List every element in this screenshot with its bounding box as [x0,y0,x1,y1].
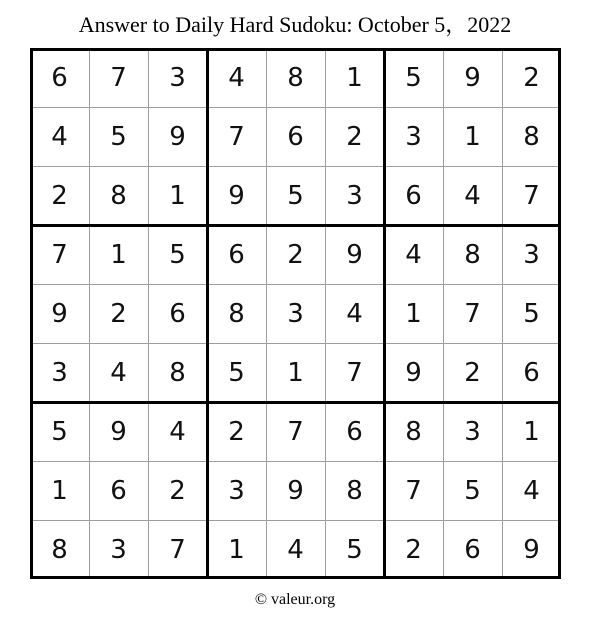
sudoku-cell: 9 [523,534,540,565]
sudoku-cell: 7 [523,180,540,211]
sudoku-cell: 3 [464,416,481,447]
sudoku-cell: 7 [169,534,186,565]
sudoku-cell: 1 [110,239,127,270]
sudoku-cell: 2 [169,475,186,506]
grid-line-vertical [443,48,444,579]
grid-line-horizontal [30,520,561,521]
sudoku-cell: 1 [169,180,186,211]
sudoku-cell: 3 [405,121,422,152]
grid-line-horizontal [30,461,561,462]
box-border-vertical [383,48,386,579]
sudoku-cell: 6 [405,180,422,211]
sudoku-cell: 7 [464,298,481,329]
grid-line-horizontal [30,284,561,285]
copyright-footer: © valeur.org [254,591,336,608]
sudoku-cell: 6 [523,357,540,388]
sudoku-cell: 6 [346,416,363,447]
sudoku-board [30,48,561,579]
sudoku-cell: 7 [51,239,68,270]
page-title: Answer to Daily Hard Sudoku: October 5，2022 [78,12,512,37]
grid-line-vertical [89,48,90,579]
sudoku-cell: 2 [405,534,422,565]
sudoku-cell: 7 [346,357,363,388]
sudoku-cell: 1 [346,62,363,93]
sudoku-cell: 1 [51,475,68,506]
sudoku-cell: 6 [169,298,186,329]
sudoku-cell: 2 [346,121,363,152]
sudoku-cell: 8 [405,416,422,447]
box-border-horizontal [30,48,561,51]
grid-line-vertical [325,48,326,579]
sudoku-cell: 7 [110,62,127,93]
sudoku-cell: 2 [464,357,481,388]
sudoku-cell: 9 [169,121,186,152]
sudoku-cell: 8 [523,121,540,152]
sudoku-cell: 2 [228,416,245,447]
sudoku-cell: 3 [51,357,68,388]
sudoku-cell: 8 [228,298,245,329]
sudoku-cell: 5 [405,62,422,93]
sudoku-cell: 4 [464,180,481,211]
sudoku-cell: 3 [287,298,304,329]
sudoku-cell: 3 [110,534,127,565]
sudoku-cell: 7 [405,475,422,506]
sudoku-cell: 3 [523,239,540,270]
sudoku-cell: 3 [346,180,363,211]
sudoku-cell: 1 [287,357,304,388]
sudoku-cell: 9 [405,357,422,388]
sudoku-cell: 8 [51,534,68,565]
grid-line-horizontal [30,107,561,108]
sudoku-cell: 5 [523,298,540,329]
sudoku-cell: 5 [287,180,304,211]
box-border-horizontal [30,224,561,227]
sudoku-cell: 2 [523,62,540,93]
sudoku-cell: 3 [228,475,245,506]
grid-line-vertical [266,48,267,579]
sudoku-cell: 7 [287,416,304,447]
sudoku-cell: 6 [287,121,304,152]
sudoku-cell: 9 [287,475,304,506]
sudoku-cell: 1 [464,121,481,152]
sudoku-cell: 1 [523,416,540,447]
box-border-horizontal [30,401,561,404]
box-border-horizontal [30,576,561,579]
box-border-vertical [30,48,33,579]
sudoku-cell: 5 [169,239,186,270]
box-border-vertical [206,48,209,579]
sudoku-cell: 5 [346,534,363,565]
sudoku-cell: 5 [51,416,68,447]
sudoku-cell: 8 [110,180,127,211]
sudoku-cell: 2 [287,239,304,270]
sudoku-cell: 4 [405,239,422,270]
sudoku-cell: 9 [51,298,68,329]
grid-line-vertical [502,48,503,579]
sudoku-cell: 3 [169,62,186,93]
sudoku-cell: 9 [228,180,245,211]
sudoku-cell: 1 [228,534,245,565]
sudoku-cell: 8 [169,357,186,388]
sudoku-cell: 8 [287,62,304,93]
grid-line-horizontal [30,166,561,167]
sudoku-cell: 9 [346,239,363,270]
sudoku-cell: 5 [464,475,481,506]
sudoku-cell: 4 [51,121,68,152]
sudoku-cell: 2 [51,180,68,211]
sudoku-cell: 6 [51,62,68,93]
sudoku-cell: 4 [110,357,127,388]
sudoku-cell: 8 [346,475,363,506]
sudoku-cell: 1 [405,298,422,329]
sudoku-cell: 8 [464,239,481,270]
sudoku-cell: 5 [228,357,245,388]
sudoku-cell: 9 [110,416,127,447]
sudoku-cell: 6 [228,239,245,270]
sudoku-cell: 4 [169,416,186,447]
sudoku-cell: 4 [287,534,304,565]
sudoku-cell: 5 [110,121,127,152]
sudoku-cell: 6 [464,534,481,565]
sudoku-cell: 9 [464,62,481,93]
sudoku-cell: 4 [228,62,245,93]
grid-line-vertical [148,48,149,579]
sudoku-cell: 6 [110,475,127,506]
sudoku-cell: 4 [346,298,363,329]
sudoku-cell: 2 [110,298,127,329]
sudoku-cell: 4 [523,475,540,506]
grid-line-horizontal [30,343,561,344]
sudoku-cell: 7 [228,121,245,152]
box-border-vertical [558,48,561,579]
